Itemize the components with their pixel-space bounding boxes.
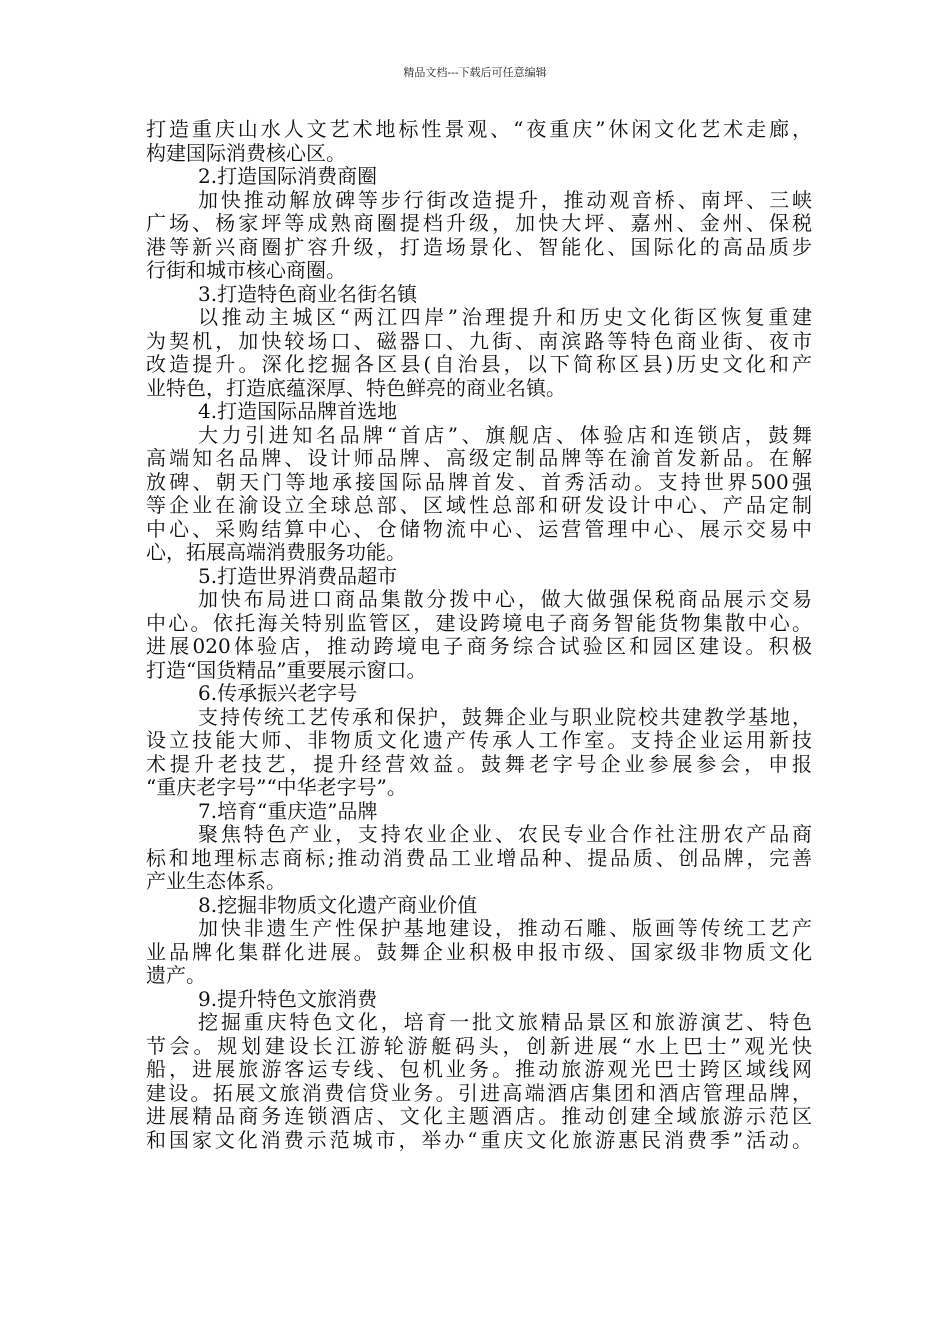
paragraph-line: 放碑、朝天门等地承接国际品牌首发、首秀活动。支持世界500强 xyxy=(146,469,812,494)
section-heading: 2.打造国际消费商圈 xyxy=(198,164,378,188)
section-heading: 6.传承振兴老字号 xyxy=(198,681,358,705)
section-heading: 8.挖掘非物质文化遗产商业价值 xyxy=(198,892,478,917)
paragraph-line: 高端知名品牌、设计师品牌、高级定制品牌等在渝首发新品。在解 xyxy=(146,446,812,470)
paragraph-line: 打造“国货精品”重要展示窗口。 xyxy=(146,657,427,682)
paragraph-line: 加快非遗生产性保护基地建设，推动石雕、版画等传统工艺产 xyxy=(198,916,812,940)
paragraph-line: 建设。拓展文旅消费信贷业务。引进高端酒店集团和酒店管理品牌， xyxy=(146,1080,812,1105)
paragraph-line: 中心。依托海关特别监管区，建设跨境电子商务智能货物集散中心。 xyxy=(146,610,812,635)
page-header: 精品文档---下载后可任意编辑 xyxy=(403,66,547,79)
paragraph-line: 和国家文化消费示范城市，举办“重庆文化旅游惠民消费季”活动。 xyxy=(146,1127,812,1152)
section-heading: 9.提升特色文旅消费 xyxy=(198,986,378,1011)
paragraph-line: 大力引进知名品牌“首店”、旗舰店、体验店和连锁店，鼓舞 xyxy=(198,422,812,447)
section-heading: 5.打造世界消费品超市 xyxy=(198,563,398,588)
section-heading: 7.培育“重庆造”品牌 xyxy=(198,798,378,823)
paragraph-line: 为契机，加快较场口、磁器口、九街、南滨路等特色商业街、夜市 xyxy=(146,328,812,353)
paragraph-line: 改造提升。深化挖掘各区县(自治县，以下简称区县)历史文化和产 xyxy=(146,352,812,376)
section-heading: 4.打造国际品牌首选地 xyxy=(198,399,398,423)
paragraph-line: 业特色，打造底蕴深厚、特色鲜亮的商业名镇。 xyxy=(146,375,566,400)
paragraph-line: 业品牌化集群化进展。鼓舞企业积极申报市级、国家级非物质文化 xyxy=(146,939,812,964)
paragraph-line: 进展精品商务连锁酒店、文化主题酒店。推动创建全域旅游示范区 xyxy=(146,1104,812,1128)
paragraph-line: 产业生态体系。 xyxy=(146,869,286,893)
document-body xyxy=(146,118,812,1152)
paragraph-line: 行街和城市核心商圈。 xyxy=(146,258,346,282)
paragraph-line: 加快推动解放碑等步行街改造提升，推动观音桥、南坪、三峡 xyxy=(198,187,812,212)
paragraph-line: 中心、采购结算中心、仓储物流中心、运营管理中心、展示交易中 xyxy=(146,516,812,541)
paragraph-line: 广场、杨家坪等成熟商圈提档升级，加快大坪、嘉州、金州、保税 xyxy=(146,211,812,235)
section-heading: 3.打造特色商业名街名镇 xyxy=(198,281,418,306)
paragraph-line: 遗产。 xyxy=(146,963,206,987)
paragraph-line: 打造重庆山水人文艺术地标性景观、“夜重庆”休闲文化艺术走廊， xyxy=(146,117,812,141)
paragraph-line: 聚焦特色产业，支持农业企业、农民专业合作社注册农产品商 xyxy=(198,822,812,846)
paragraph-line: 以推动主城区“两江四岸”治理提升和历史文化街区恢复重建 xyxy=(198,305,812,329)
paragraph-line: 港等新兴商圈扩容升级，打造场景化、智能化、国际化的高品质步 xyxy=(146,234,812,259)
paragraph-line: 术提升老技艺，提升经营效益。鼓舞老字号企业参展参会，申报 xyxy=(146,751,812,776)
paragraph-line: 挖掘重庆特色文化，培育一批文旅精品景区和旅游演艺、特色 xyxy=(198,1010,812,1034)
paragraph-line: 支持传统工艺传承和保护，鼓舞企业与职业院校共建教学基地， xyxy=(198,704,812,729)
paragraph-line: 节会。规划建设长江游轮游艇码头，创新进展“水上巴士”观光快 xyxy=(146,1033,812,1058)
paragraph-line: 进展020体验店，推动跨境电子商务综合试验区和园区建设。积极 xyxy=(146,634,812,658)
paragraph-line: 船，进展旅游客运专线、包机业务。推动旅游观光巴士跨区域线网 xyxy=(146,1057,812,1081)
paragraph-line: “重庆老字号”“中华老字号”。 xyxy=(146,775,407,799)
paragraph-line: 加快布局进口商品集散分拨中心，做大做强保税商品展示交易 xyxy=(198,587,812,611)
paragraph-line: 心，拓展高端消费服务功能。 xyxy=(146,540,406,564)
paragraph-line: 设立技能大师、非物质文化遗产传承人工作室。支持企业运用新技 xyxy=(146,728,812,752)
paragraph-line: 构建国际消费核心区。 xyxy=(146,140,346,165)
paragraph-line: 等企业在渝设立全球总部、区域性总部和研发设计中心、产品定制 xyxy=(146,493,812,517)
paragraph-line: 标和地理标志商标;推动消费品工业增品种、提品质、创品牌，完善 xyxy=(146,845,812,870)
